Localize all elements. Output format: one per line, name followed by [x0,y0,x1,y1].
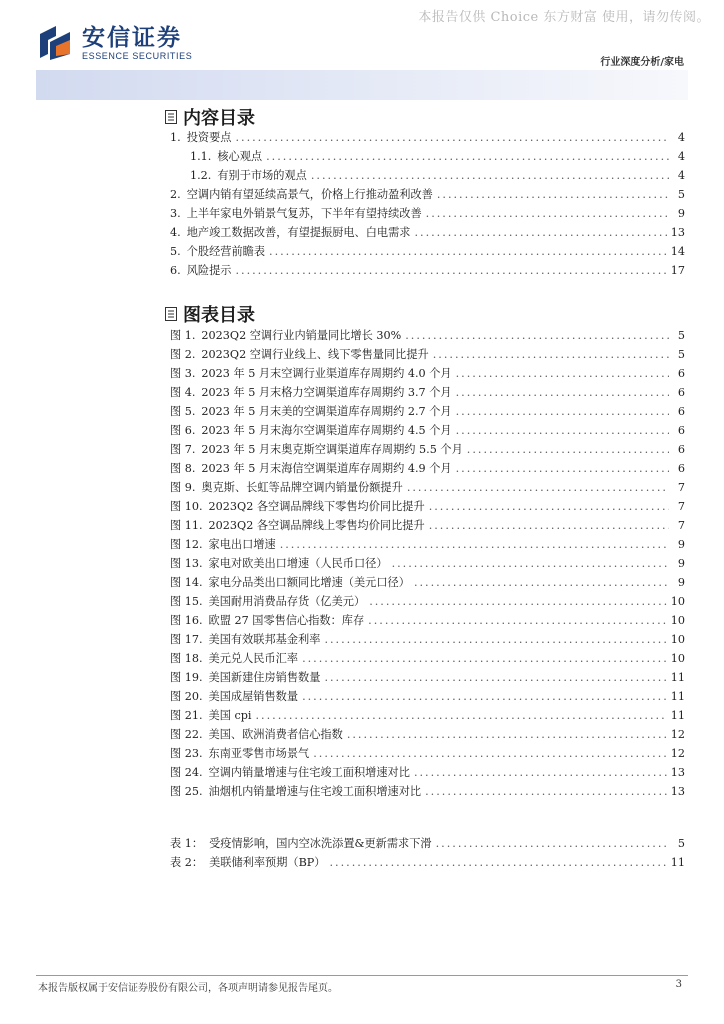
dot-leader [368,611,667,630]
figure-number: 图 8. [170,462,196,475]
figures-heading [165,301,255,327]
dot-leader [235,261,666,280]
figure-entry[interactable] [170,763,685,782]
figure-number: 图 15. [170,595,203,608]
figure-page: 7 [677,481,685,494]
figure-title: 2023 年 5 月末奥克斯空调渠道库存周期约 5.5 个月 [201,443,463,456]
dot-leader [456,421,669,440]
toc-page: 13 [670,226,685,239]
toc-title: 有别于市场的观点 [217,169,307,182]
toc-title: 个股经营前瞻表 [186,245,266,258]
toc-entry[interactable] [170,204,685,223]
figure-title: 2023Q2 各空调品牌线下零售均价同比提升 [208,500,425,513]
toc-entry[interactable] [170,147,685,166]
toc-number: 1.1. [190,150,212,163]
figure-title: 空调内销量增速与住宅竣工面积增速对比 [208,766,410,779]
figure-page: 6 [677,386,685,399]
figure-number: 图 5. [170,405,196,418]
figure-number: 图 19. [170,671,203,684]
figure-entry[interactable] [170,706,685,725]
figure-number: 图 17. [170,633,203,646]
figure-entry[interactable] [170,440,685,459]
toc-page: 9 [677,207,685,220]
figure-page: 10 [670,614,685,627]
toc-page: 5 [677,188,685,201]
figure-title: 东南亚零售市场景气 [208,747,310,760]
figure-entry[interactable] [170,383,685,402]
figure-entry[interactable] [170,535,685,554]
document-icon [165,110,177,124]
figure-number: 图 2. [170,348,196,361]
toc-title: 空调内销有望延续高景气，价格上行推动盈利改善 [186,188,433,201]
dot-leader [330,853,667,872]
figure-page: 9 [677,557,685,570]
figure-entry[interactable] [170,744,685,763]
figure-page: 10 [670,595,685,608]
dot-leader [407,478,669,497]
dot-leader [392,554,669,573]
figure-entry[interactable] [170,478,685,497]
figure-number: 图 7. [170,443,196,456]
figure-entry[interactable] [170,402,685,421]
figure-title: 美国耐用消费品存货（亿美元） [208,595,366,608]
dot-leader [280,535,669,554]
toc-title: 投资要点 [186,131,232,144]
figure-number: 图 9. [170,481,196,494]
toc-page: 4 [677,150,685,163]
table-title: 受疫情影响，国内空冰洗添置&更新需求下滑 [209,837,432,850]
dot-leader [269,242,667,261]
dot-leader [324,630,666,649]
figure-number: 图 18. [170,652,203,665]
figure-number: 图 1. [170,329,196,342]
figure-entry[interactable] [170,421,685,440]
page-number: 3 [675,979,682,990]
dot-leader [311,166,669,185]
footer-divider [36,975,688,976]
figure-number: 图 20. [170,690,203,703]
dot-leader [437,185,669,204]
figure-page: 6 [677,443,685,456]
figure-title: 2023 年 5 月末空调行业渠道库存周期约 4.0 个月 [201,367,452,380]
toc-title: 地产竣工数据改善，有望提振厨电、白电需求 [186,226,411,239]
header-banner [36,70,688,100]
figure-title: 家电分品类出口额同比增速（美元口径） [208,576,410,589]
figure-page: 9 [677,538,685,551]
dot-leader [429,497,669,516]
figure-page: 6 [677,424,685,437]
toc-entry[interactable] [170,185,685,204]
dot-leader [405,326,669,345]
toc-entry[interactable] [170,242,685,261]
figure-page: 12 [670,728,685,741]
dot-leader [429,516,669,535]
dot-leader [414,573,669,592]
table-entry[interactable] [170,834,685,853]
figure-title: 美国 cpi [208,709,252,722]
figure-number: 图 14. [170,576,203,589]
figure-entry[interactable] [170,326,685,345]
toc-page: 17 [670,264,685,277]
figure-page: 11 [670,709,685,722]
figure-title: 美国有效联邦基金利率 [208,633,321,646]
figure-page: 5 [677,329,685,342]
figure-number: 图 11. [170,519,203,532]
dot-leader [467,440,669,459]
figure-entry[interactable] [170,364,685,383]
figures-list [170,326,685,801]
figure-entry[interactable] [170,668,685,687]
dot-leader [456,402,669,421]
footer-disclaimer: 本报告版权属于安信证券股份有限公司，各项声明请参见报告尾页。 [38,983,338,994]
figure-number: 图 12. [170,538,203,551]
dot-leader [433,345,669,364]
toc-title: 核心观点 [217,150,263,163]
figure-number: 图 6. [170,424,196,437]
dot-leader [324,668,666,687]
figure-page: 6 [677,462,685,475]
figure-entry[interactable] [170,611,685,630]
contents-heading [165,104,255,130]
figure-entry[interactable] [170,687,685,706]
figure-page: 11 [670,671,685,684]
figure-number: 图 16. [170,614,203,627]
logo-mark-icon [36,24,74,62]
figure-page: 13 [670,785,685,798]
figure-title: 2023Q2 空调行业线上、线下零售量同比提升 [201,348,429,361]
figure-entry[interactable] [170,725,685,744]
dot-leader [313,744,667,763]
figure-number: 图 10. [170,500,203,513]
contents-list [170,128,685,280]
figure-page: 12 [670,747,685,760]
logo-chinese-name: 安信证券 [82,25,182,51]
toc-number: 3. [170,207,181,220]
toc-number: 2. [170,188,181,201]
figure-title: 2023 年 5 月末海信空调渠道库存周期约 4.9 个月 [201,462,452,475]
dot-leader [456,459,669,478]
figure-page: 6 [677,405,685,418]
contents-heading-text: 内容目录 [183,108,255,129]
figure-title: 美国成屋销售数量 [208,690,299,703]
figure-page: 11 [670,690,685,703]
toc-number: 1. [170,131,181,144]
toc-entry[interactable] [170,166,685,185]
figure-title: 2023 年 5 月末格力空调渠道库存周期约 3.7 个月 [201,386,452,399]
dot-leader [235,128,669,147]
figures-heading-text: 图表目录 [183,305,255,326]
figure-page: 5 [677,348,685,361]
figure-page: 9 [677,576,685,589]
document-icon [165,307,177,321]
figure-number: 图 13. [170,557,203,570]
dot-leader [266,147,669,166]
dot-leader [414,763,667,782]
figure-entry[interactable] [170,516,685,535]
figure-title: 奥克斯、长虹等品牌空调内销量份额提升 [201,481,403,494]
dot-leader [436,834,669,853]
figure-number: 图 4. [170,386,196,399]
figure-entry[interactable] [170,497,685,516]
figure-entry[interactable] [170,345,685,364]
figure-page: 13 [670,766,685,779]
toc-number: 1.2. [190,169,212,182]
figure-title: 家电对欧美出口增速（人民币口径） [208,557,388,570]
dot-leader [302,687,667,706]
dot-leader [456,364,669,383]
figure-entry[interactable] [170,630,685,649]
dot-leader [425,782,667,801]
figure-entry[interactable] [170,459,685,478]
tables-list [170,834,685,872]
dot-leader [255,706,666,725]
toc-page: 4 [677,131,685,144]
figure-number: 图 21. [170,709,203,722]
figure-title: 欧盟 27 国零售信心指数：库存 [208,614,365,627]
report-category: 行业深度分析/家电 [600,57,684,68]
toc-entry[interactable] [170,128,685,147]
table-number: 表 1： [170,837,204,850]
watermark: 本报告仅供 Choice 东方财富 使用，请勿传阅。 [418,10,710,25]
figure-entry[interactable] [170,592,685,611]
figure-number: 图 24. [170,766,203,779]
figure-number: 图 3. [170,367,196,380]
table-entry[interactable] [170,853,685,872]
figure-page: 7 [677,519,685,532]
figure-title: 2023Q2 空调行业内销量同比增长 30% [201,329,402,342]
toc-entry[interactable] [170,261,685,280]
figure-title: 美国、欧洲消费者信心指数 [208,728,343,741]
dot-leader [426,204,669,223]
logo-english-name: ESSENCE SECURITIES [82,51,193,61]
dot-leader [414,223,666,242]
toc-number: 5. [170,245,181,258]
toc-page: 4 [677,169,685,182]
toc-number: 6. [170,264,181,277]
toc-number: 4. [170,226,181,239]
table-page: 5 [677,837,685,850]
figure-title: 油烟机内销量增速与住宅竣工面积增速对比 [208,785,422,798]
figure-title: 美国新建住房销售数量 [208,671,321,684]
figure-title: 家电出口增速 [208,538,276,551]
table-page: 11 [670,856,685,869]
toc-entry[interactable] [170,223,685,242]
table-title: 美联储利率预期（BP） [209,856,326,869]
toc-title: 风险提示 [186,264,232,277]
figure-page: 6 [677,367,685,380]
dot-leader [302,649,667,668]
figure-number: 图 25. [170,785,203,798]
figure-page: 10 [670,633,685,646]
figure-page: 7 [677,500,685,513]
company-logo [36,24,192,62]
figure-page: 10 [670,652,685,665]
figure-entry[interactable] [170,649,685,668]
figure-entry[interactable] [170,782,685,801]
toc-page: 14 [670,245,685,258]
table-number: 表 2： [170,856,204,869]
toc-title: 上半年家电外销景气复苏，下半年有望持续改善 [186,207,422,220]
figure-number: 图 23. [170,747,203,760]
figure-title: 2023Q2 各空调品牌线上零售均价同比提升 [208,519,425,532]
figure-title: 美元兑人民币汇率 [208,652,299,665]
dot-leader [369,592,667,611]
figure-title: 2023 年 5 月末海尔空调渠道库存周期约 4.5 个月 [201,424,452,437]
figure-title: 2023 年 5 月末美的空调渠道库存周期约 2.7 个月 [201,405,452,418]
figure-entry[interactable] [170,573,685,592]
dot-leader [456,383,669,402]
dot-leader [347,725,667,744]
figure-entry[interactable] [170,554,685,573]
figure-number: 图 22. [170,728,203,741]
